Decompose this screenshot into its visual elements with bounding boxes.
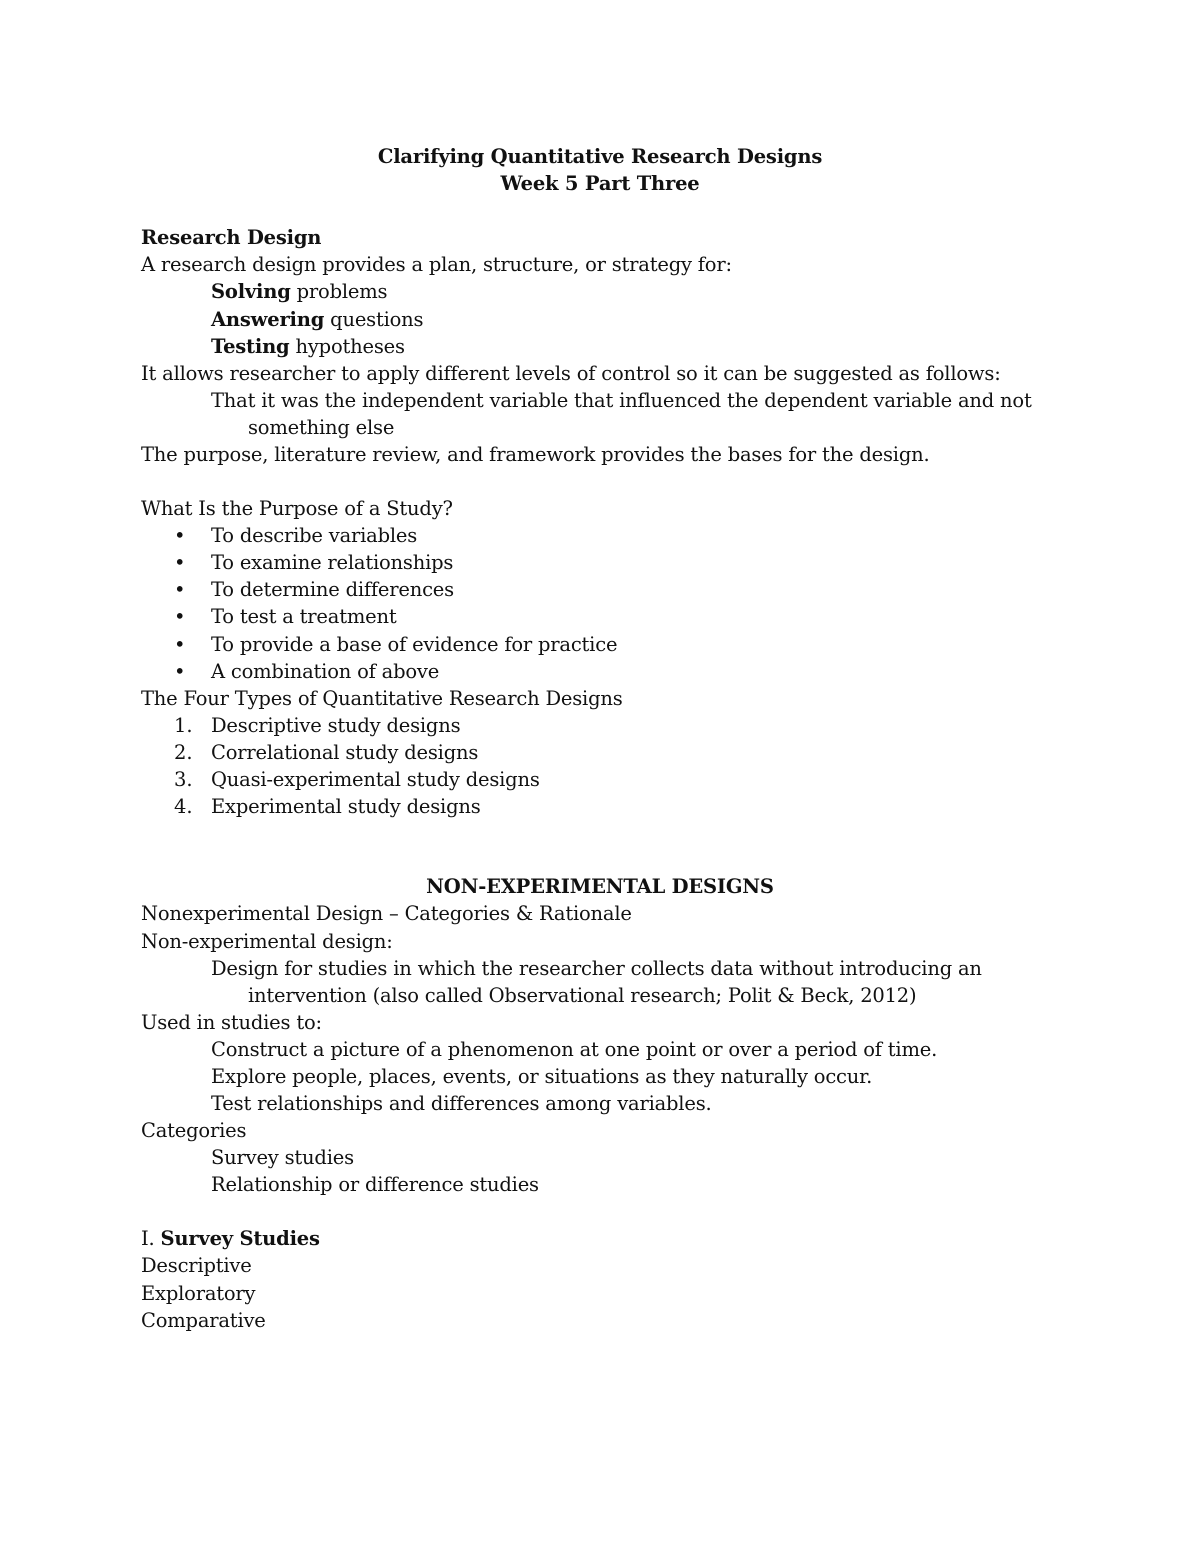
list-number: 1.: [174, 714, 193, 737]
categories-label: Categories: [141, 1119, 247, 1142]
purpose-bullet-item: To test a treatment: [211, 605, 397, 628]
page-subtitle: Week 5 Part Three: [500, 172, 700, 195]
bullet-marker: •: [174, 660, 186, 683]
survey-heading-text: Survey Studies: [160, 1227, 320, 1250]
survey-item: Descriptive: [141, 1254, 252, 1277]
type-list-item: Quasi-experimental study designs: [211, 768, 540, 791]
type-list-item: Correlational study designs: [211, 741, 479, 764]
research-design-heading: Research Design: [141, 226, 322, 249]
type-list-item: Experimental study designs: [211, 795, 481, 818]
types-heading: The Four Types of Quantitative Research Designs: [141, 687, 623, 710]
bullet-marker: •: [174, 524, 186, 547]
page-title: Clarifying Quantitative Research Designs: [377, 145, 823, 168]
definition-label: Non-experimental design:: [141, 930, 393, 953]
control-detail: That it was the independent variable that influenced the dependent variable and not: [211, 389, 1032, 412]
bullet-marker: •: [174, 551, 186, 574]
bullet-marker: •: [174, 578, 186, 601]
design-purpose-keyword: Answering: [211, 308, 325, 331]
bullet-marker: •: [174, 605, 186, 628]
list-number: 2.: [174, 741, 193, 764]
category-item: Relationship or difference studies: [211, 1173, 539, 1196]
design-purpose-rest: questions: [324, 308, 424, 331]
control-line: It allows researcher to apply different levels of control so it can be suggested as follows:: [141, 362, 1001, 385]
purpose-bullet-item: A combination of above: [211, 660, 440, 683]
type-list-item: Descriptive study designs: [211, 714, 461, 737]
definition-text-continued: intervention (also called Observational research; Polit & Beck, 2012): [248, 984, 917, 1007]
design-purpose-rest: problems: [290, 280, 388, 303]
design-purpose-keyword: Testing: [211, 335, 290, 358]
used-item: Explore people, places, events, or situations as they naturally occur.: [211, 1065, 873, 1088]
design-purpose-item: [211, 333, 405, 360]
control-detail-continued: something else: [248, 416, 395, 439]
design-purpose-keyword: Solving: [211, 280, 291, 303]
design-purpose-item: [211, 306, 423, 333]
design-purpose-rest: hypotheses: [289, 335, 405, 358]
purpose-bullet-item: To determine differences: [211, 578, 454, 601]
definition-text: Design for studies in which the researcher collects data without introducing an: [211, 957, 982, 980]
survey-item: Exploratory: [141, 1282, 256, 1305]
used-label: Used in studies to:: [141, 1011, 322, 1034]
bases-line: The purpose, literature review, and framework provides the bases for the design.: [141, 443, 930, 466]
used-item: Construct a picture of a phenomenon at one point or over a period of time.: [211, 1038, 938, 1061]
survey-heading: [141, 1225, 320, 1252]
survey-item: Comparative: [141, 1309, 266, 1332]
non-experimental-heading: NON-EXPERIMENTAL DESIGNS: [426, 875, 774, 898]
non-experimental-subheading: Nonexperimental Design – Categories & Rationale: [141, 902, 632, 925]
list-number: 3.: [174, 768, 193, 791]
purpose-question: What Is the Purpose of a Study?: [141, 497, 453, 520]
list-number: 4.: [174, 795, 193, 818]
survey-heading-prefix: I.: [141, 1227, 161, 1250]
purpose-bullet-item: To provide a base of evidence for practice: [211, 633, 618, 656]
bullet-marker: •: [174, 633, 186, 656]
category-item: Survey studies: [211, 1146, 354, 1169]
purpose-bullet-item: To examine relationships: [211, 551, 454, 574]
purpose-bullet-item: To describe variables: [211, 524, 418, 547]
used-item: Test relationships and differences among variables.: [211, 1092, 712, 1115]
design-purpose-item: [211, 278, 387, 305]
research-design-intro: A research design provides a plan, structure, or strategy for:: [141, 253, 732, 276]
